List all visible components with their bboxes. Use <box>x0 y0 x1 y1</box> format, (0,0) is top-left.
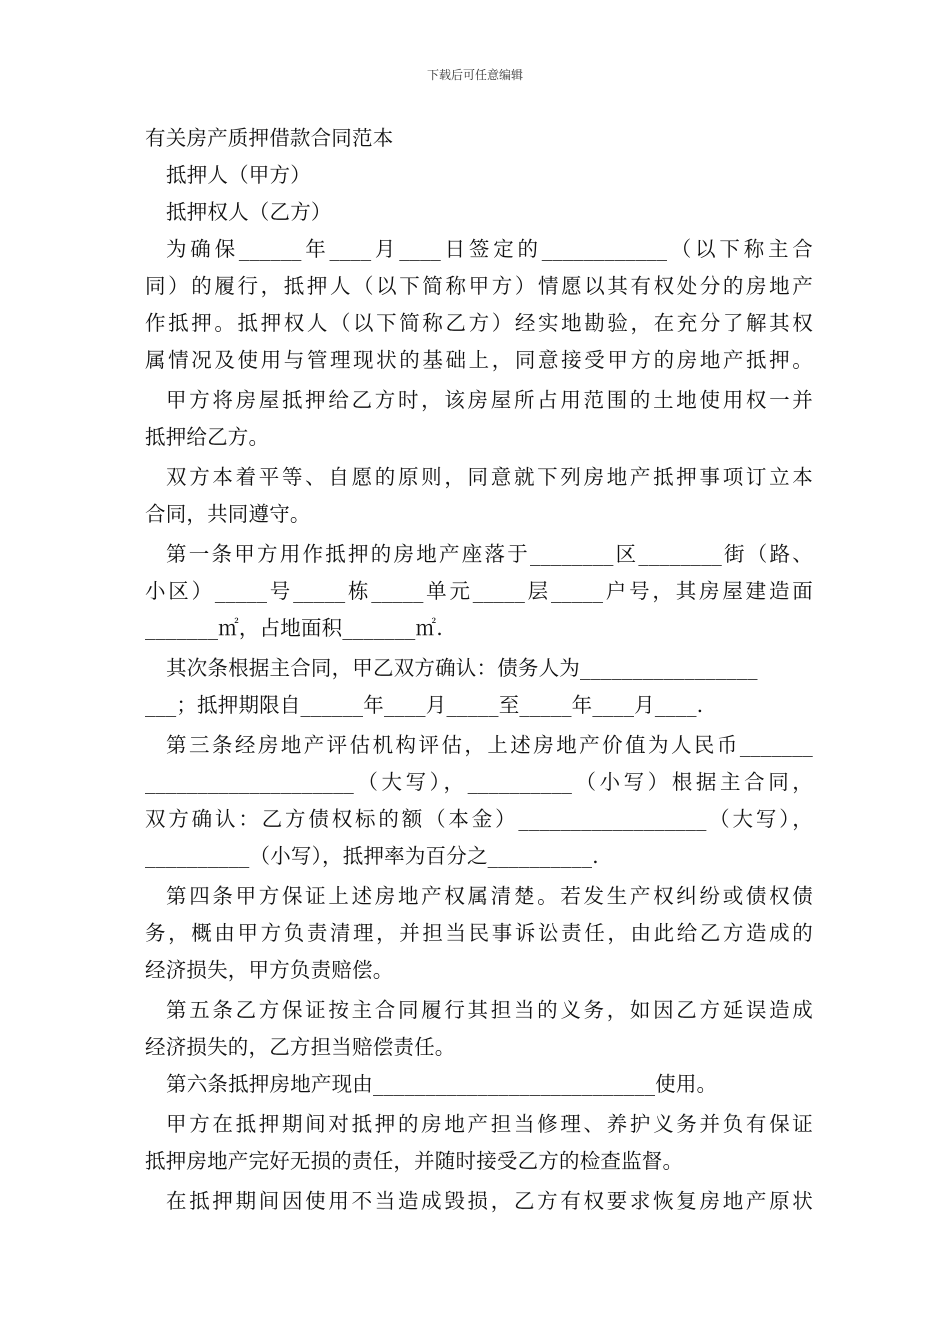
text-line: 务，概由甲方负责清理，并担当民事诉讼责任，由此给乙方造成的 <box>145 921 813 945</box>
text-line: 甲方将房屋抵押给乙方时，该房屋所占用范围的土地使用权一并 <box>166 388 813 412</box>
text-line: 第五条乙方保证按主合同履行其担当的义务，如因乙方延误造成 <box>166 998 813 1022</box>
text-line: 在抵押期间因使用不当造成毁损，乙方有权要求恢复房地产原状 <box>166 1189 813 1213</box>
text-line: 作抵押。抵押权人（以下简称乙方）经实地勘验，在充分了解其权 <box>145 311 813 335</box>
text-line: 抵押房地产完好无损的责任，并随时接受乙方的检查监督。 <box>145 1149 684 1173</box>
text-line: ____________________（大写），__________（小写）根据主合同， <box>145 770 813 794</box>
text-line: 双方本着平等、自愿的原则，同意就下列房地产抵押事项订立本 <box>166 465 813 489</box>
text-line: 同）的履行，抵押人（以下简称甲方）情愿以其有权处分的房地产 <box>145 274 813 298</box>
text-line: 经济损失的，乙方担当赔偿责任。 <box>145 1035 456 1059</box>
text-line: ___；抵押期限自______年____月_____至_____年____月____. <box>145 693 704 717</box>
text-line: 第四条甲方保证上述房地产权属清楚。若发生产权纠纷或债权债 <box>166 884 813 908</box>
text-line: 为确保______年____月____日签定的____________（以下称主合 <box>166 237 813 261</box>
text-line: __________（小写），抵押率为百分之__________. <box>145 844 599 868</box>
text-line: 抵押权人（乙方） <box>166 200 332 224</box>
text-line: _______㎡，占地面积_______㎡. <box>145 616 443 640</box>
text-line: 抵押人（甲方） <box>166 163 311 187</box>
text-line: 合同，共同遵守。 <box>145 502 311 526</box>
page-header-note: 下载后可任意编辑 <box>426 68 523 82</box>
text-line: 属情况及使用与管理现状的基础上，同意接受甲方的房地产抵押。 <box>145 348 813 372</box>
text-line: 甲方在抵押期间对抵押的房地产担当修理、养护义务并负有保证 <box>166 1112 813 1136</box>
text-line: 第三条经房地产评估机构评估，上述房地产价值为人民币_______ <box>166 733 813 757</box>
document-title: 有关房产质押借款合同范本 <box>145 126 394 150</box>
text-line: 抵押给乙方。 <box>145 425 270 449</box>
document-body <box>145 120 813 1220</box>
text-line: 小区）_____号_____栋_____单元_____层_____户号，其房屋建造面 <box>145 579 813 603</box>
text-line: 双方确认：乙方债权标的额（本金）__________________（大写）， <box>145 807 813 831</box>
text-line: 其次条根据主合同，甲乙双方确认：债务人为_________________ <box>166 656 758 680</box>
text-line: 第一条甲方用作抵押的房地产座落于________区________街（路、 <box>166 542 813 566</box>
text-line: 经济损失，甲方负责赔偿。 <box>145 958 394 982</box>
text-line: 第六条抵押房地产现由___________________________使用。 <box>166 1072 718 1096</box>
